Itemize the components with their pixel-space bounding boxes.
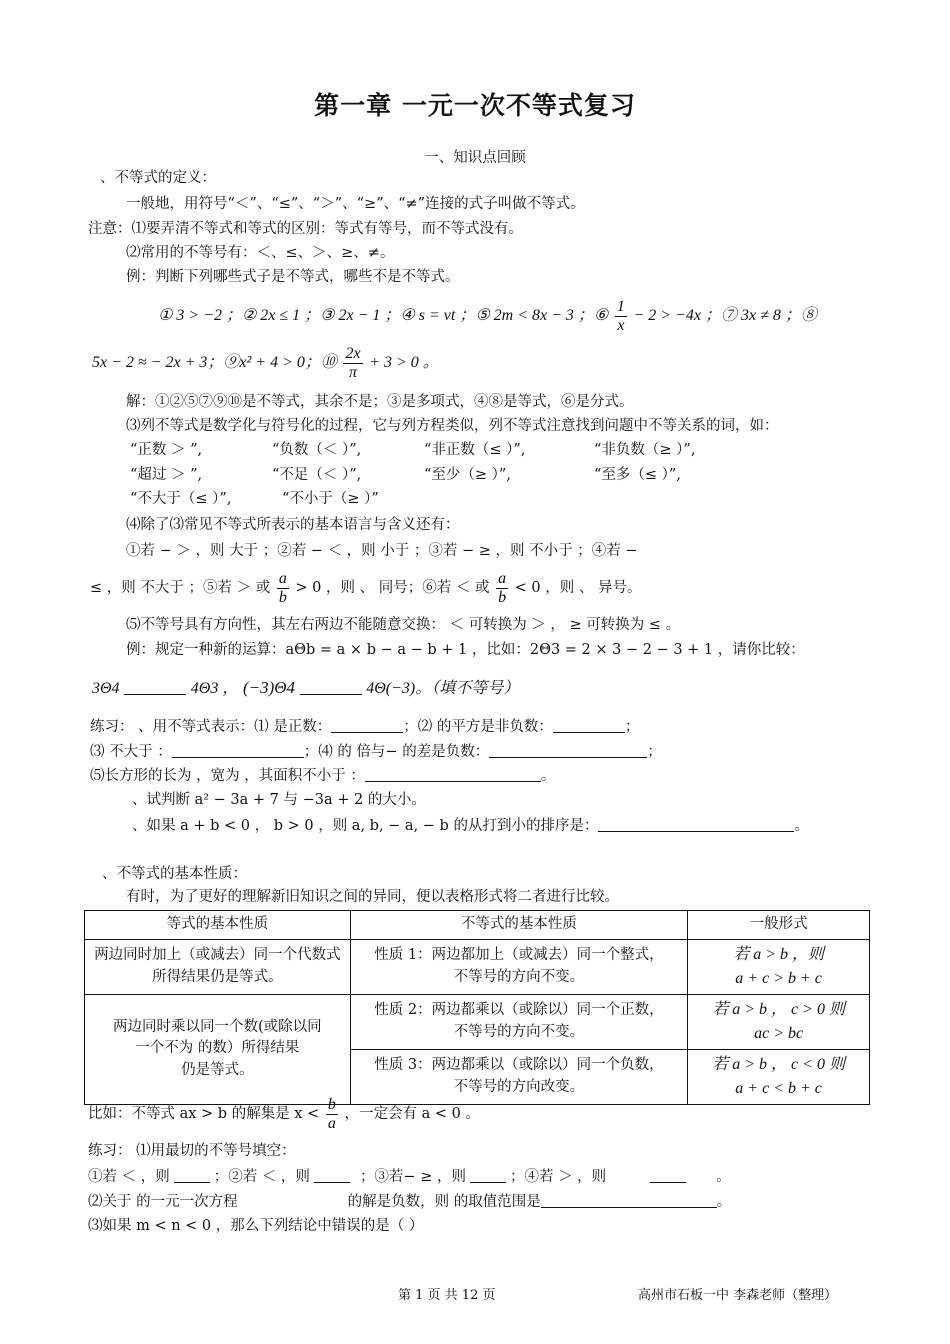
example-items-2: 5x − 2 ≈ − 2x + 3；⑨x² + 4 > 0；⑩ bbox=[92, 354, 337, 372]
answer-blank[interactable] bbox=[300, 680, 362, 695]
language-text: > 0 ，则 、 同号；⑥若 ＜ 或 bbox=[295, 580, 490, 597]
keyword: “不足（＜ ）”, bbox=[272, 467, 362, 483]
keyword: “正数 ＞ ”, bbox=[130, 442, 203, 458]
answer-blank[interactable] bbox=[174, 1168, 210, 1183]
language-line-2 bbox=[90, 570, 641, 606]
definition-text: 一般地，用符号“＜”、“≤”、“＞”、“≥”、“≠”连接的式子叫做不等式。 bbox=[126, 196, 585, 212]
keyword: “至多（≤ ）”, bbox=[594, 467, 681, 483]
compare-expr: 3Θ4 bbox=[92, 680, 120, 697]
table-cell: 性质 1：两边都加上（或减去）同一个整式， 不等号的方向不变。 bbox=[350, 939, 688, 994]
practice-line-5: 、如果 a + b < 0 ， b > 0 ，则 a, b, − a, − b 的从打到小的排序是： 。 bbox=[132, 818, 809, 834]
example-items-line-2 bbox=[92, 345, 439, 381]
keyword-row-3 bbox=[130, 491, 379, 508]
answer-blank[interactable] bbox=[553, 718, 625, 733]
answer-blank[interactable] bbox=[650, 1168, 686, 1183]
practice-text: 、如果 a + b < 0 ， b > 0 ，则 a, b, − a, − b 的从打到小的排序是： bbox=[132, 818, 599, 834]
table-cell: 性质 2：两边都乘以（或除以）同一个正数， 不等号的方向不变。 bbox=[350, 994, 688, 1049]
example-text: 比如：不等式 ax > b 的解集是 x < bbox=[88, 1106, 320, 1123]
table-row bbox=[85, 939, 870, 994]
table-row bbox=[85, 994, 870, 1049]
fraction-1-over-x: $\frac{1}{x}$ bbox=[616, 298, 625, 334]
practice-b-line-1: 练习： ⑴用最切的不等号填空： bbox=[88, 1143, 296, 1159]
answer-blank[interactable] bbox=[541, 1193, 717, 1208]
answer-blank[interactable] bbox=[365, 767, 541, 782]
practice-text: ；⑵ 的平方是非负数： bbox=[403, 719, 553, 735]
note-4: ⑷除了⑶常见不等式所表示的基本语言与含义还有： bbox=[126, 517, 460, 533]
example-items-1: ① 3 > −2 ；② 2x ≤ 1 ；③ 2x − 1 ；④ s = vt ；⑤ 2m < 8x − 3 ；⑥ bbox=[158, 307, 609, 325]
example-items-line-1 bbox=[158, 298, 817, 334]
fraction-a-over-b: $\frac{a}{b}$ bbox=[278, 570, 287, 606]
answer-blank[interactable] bbox=[598, 817, 794, 832]
language-text: < 0 ，则 、 异号。 bbox=[514, 580, 642, 597]
fraction-b-over-a: $\frac{b}{a}$ bbox=[327, 1096, 336, 1132]
practice-text: 练习： 、用不等式表示：⑴ 是正数： bbox=[90, 719, 332, 735]
example-intro: 例：判断下列哪些式子是不等式，哪些不是不等式。 bbox=[126, 269, 460, 285]
table-header: 一般形式 bbox=[688, 911, 870, 940]
example-items-1b: − 2 > −4x ；⑦ 3x ≠ 8 ；⑧ bbox=[633, 307, 817, 325]
note-1: 注意：⑴要弄清不等式和等式的区别：等式有等号，而不等式没有。 bbox=[88, 221, 523, 237]
language-text: ≤ ，则 不大于 ；⑤若 ＞ 或 bbox=[90, 580, 271, 597]
properties-table bbox=[84, 910, 870, 1105]
compare-expr: 4Θ(−3)。（填不等号） bbox=[366, 680, 520, 697]
keyword: “负数（＜ ）”, bbox=[272, 442, 362, 458]
properties-heading: 、不等式的基本性质： bbox=[102, 866, 247, 882]
new-operation-example: 例：规定一种新的运算：aΘb = a × b − a − b + 1 ，比如：2Θ3 = 2 × 3 − 2 − 3 + 1 ，请你比较： bbox=[126, 642, 805, 658]
answer-blank[interactable] bbox=[470, 1168, 506, 1183]
fraction-a-over-b: $\frac{a}{b}$ bbox=[498, 570, 507, 606]
keyword: “至少（≥ ）”, bbox=[424, 467, 511, 483]
solution-text: 解：①②⑤⑦⑨⑩是不等式，其余不是；③是多项式，④⑧是等式，⑥是分式。 bbox=[126, 394, 634, 410]
table-cell: 性质 3：两边都乘以（或除以）同一个负数， 不等号的方向改变。 bbox=[350, 1049, 688, 1104]
answer-blank[interactable] bbox=[489, 743, 647, 758]
comparison-line bbox=[92, 678, 519, 698]
practice-text: ；⑷ 的 倍与− 的差是负数： bbox=[303, 744, 490, 760]
page-title: 第一章 一元一次不等式复习 bbox=[314, 91, 636, 120]
table-header: 等式的基本性质 bbox=[85, 911, 351, 940]
practice-b-line-4: ⑶如果 m < n < 0 ，那么下列结论中错误的是（ ） bbox=[88, 1218, 424, 1234]
keyword-row-2 bbox=[130, 467, 681, 484]
example-text: ，一定会有 a < 0 。 bbox=[344, 1106, 480, 1123]
answer-blank[interactable] bbox=[331, 718, 403, 733]
practice-b-line-2: ①若 ＜ ，则 ；②若 ＜ ，则 ；③若− ≥ ，则 ；④若 ＞ ，则 。 bbox=[88, 1169, 731, 1185]
table-header-row bbox=[85, 911, 870, 940]
definition-heading: 、不等式的定义： bbox=[100, 170, 216, 186]
practice-line-2: ⑶ 不大于 ： ；⑷ 的 倍与− 的差是负数： ； bbox=[90, 744, 662, 760]
example-2-line bbox=[88, 1096, 480, 1132]
answer-blank[interactable] bbox=[124, 680, 186, 695]
table-cell: 若 a > b ， c > 0 则 ac > bc bbox=[688, 994, 870, 1049]
practice-line-1: 练习： 、用不等式表示：⑴ 是正数： ；⑵ 的平方是非负数： ； bbox=[90, 719, 640, 735]
compare-expr: (−3)Θ4 bbox=[242, 678, 296, 697]
note-3: ⑶列不等式是数学化与符号化的过程，它与列方程类似，列不等式注意找到问题中不等关系的词，如： bbox=[126, 418, 779, 434]
table-cell: 若 a > b ，则 a + c > b + c bbox=[688, 939, 870, 994]
compare-expr: 4Θ3 ， bbox=[190, 680, 239, 697]
language-line-1: ①若 − ＞ ，则 大于 ；②若 − ＜ ，则 小于 ；③若 − ≥ ，则 不小于 ；④若 − bbox=[126, 543, 638, 559]
table-cell: 若 a > b ， c < 0 则 a + c < b + c bbox=[688, 1049, 870, 1104]
keyword: “非负数（≥ ）”, bbox=[594, 442, 696, 458]
note-5: ⑸不等号具有方向性，其左右两边不能随意交换： ＜ 可转换为 ＞ ， ≥ 可转换为 ≤ 。 bbox=[126, 617, 681, 633]
answer-blank[interactable] bbox=[314, 1168, 350, 1183]
keyword: “不大于（≤ ）”, bbox=[130, 491, 232, 507]
table-cell: 两边同时加上（或减去）同一个代数式所得结果仍是等式。 bbox=[85, 939, 351, 994]
example-items-2b: + 3 > 0 。 bbox=[369, 354, 439, 372]
practice-text: ⑶ 不大于 ： bbox=[90, 744, 172, 760]
table-cell: 两边同时乘以同一个数(或除以同 一个不为 的数）所得结果 仍是等式。 bbox=[85, 994, 351, 1104]
answer-blank[interactable] bbox=[172, 743, 304, 758]
keyword-row-1 bbox=[130, 442, 695, 459]
table-header: 不等式的基本性质 bbox=[350, 911, 688, 940]
keyword: “不小于（≥ ）” bbox=[282, 491, 379, 507]
note-2: ⑵常用的不等号有：＜、≤、＞、≥、≠。 bbox=[126, 245, 395, 261]
page-number: 第 1 页 共 12 页 bbox=[398, 1288, 496, 1303]
properties-intro: 有时，为了更好的理解新旧知识之间的异同，便以表格形式将二者进行比较。 bbox=[126, 889, 619, 905]
fraction-2x-over-pi: $\frac{2x}{\pi}$ bbox=[345, 345, 361, 381]
practice-line-4: 、试判断 a² − 3a + 7 与 −3a + 2 的大小。 bbox=[132, 792, 426, 808]
footer-author: 高州市石板一中 李森老师（整理） bbox=[638, 1288, 838, 1303]
keyword: “超过 ＞ ”, bbox=[130, 467, 203, 483]
practice-line-3: ⑸长方形的长为 ，宽为 ，其面积不小于 ： 。 bbox=[90, 768, 556, 784]
practice-b-line-3: ⑵关于 的一元一次方程 的解是负数，则 的取值范围是 。 bbox=[88, 1194, 732, 1210]
section-heading: 一、知识点回顾 bbox=[424, 150, 526, 166]
keyword: “非正数（≤ ）”, bbox=[424, 442, 526, 458]
practice-text: ⑸长方形的长为 ，宽为 ，其面积不小于 ： bbox=[90, 768, 365, 784]
